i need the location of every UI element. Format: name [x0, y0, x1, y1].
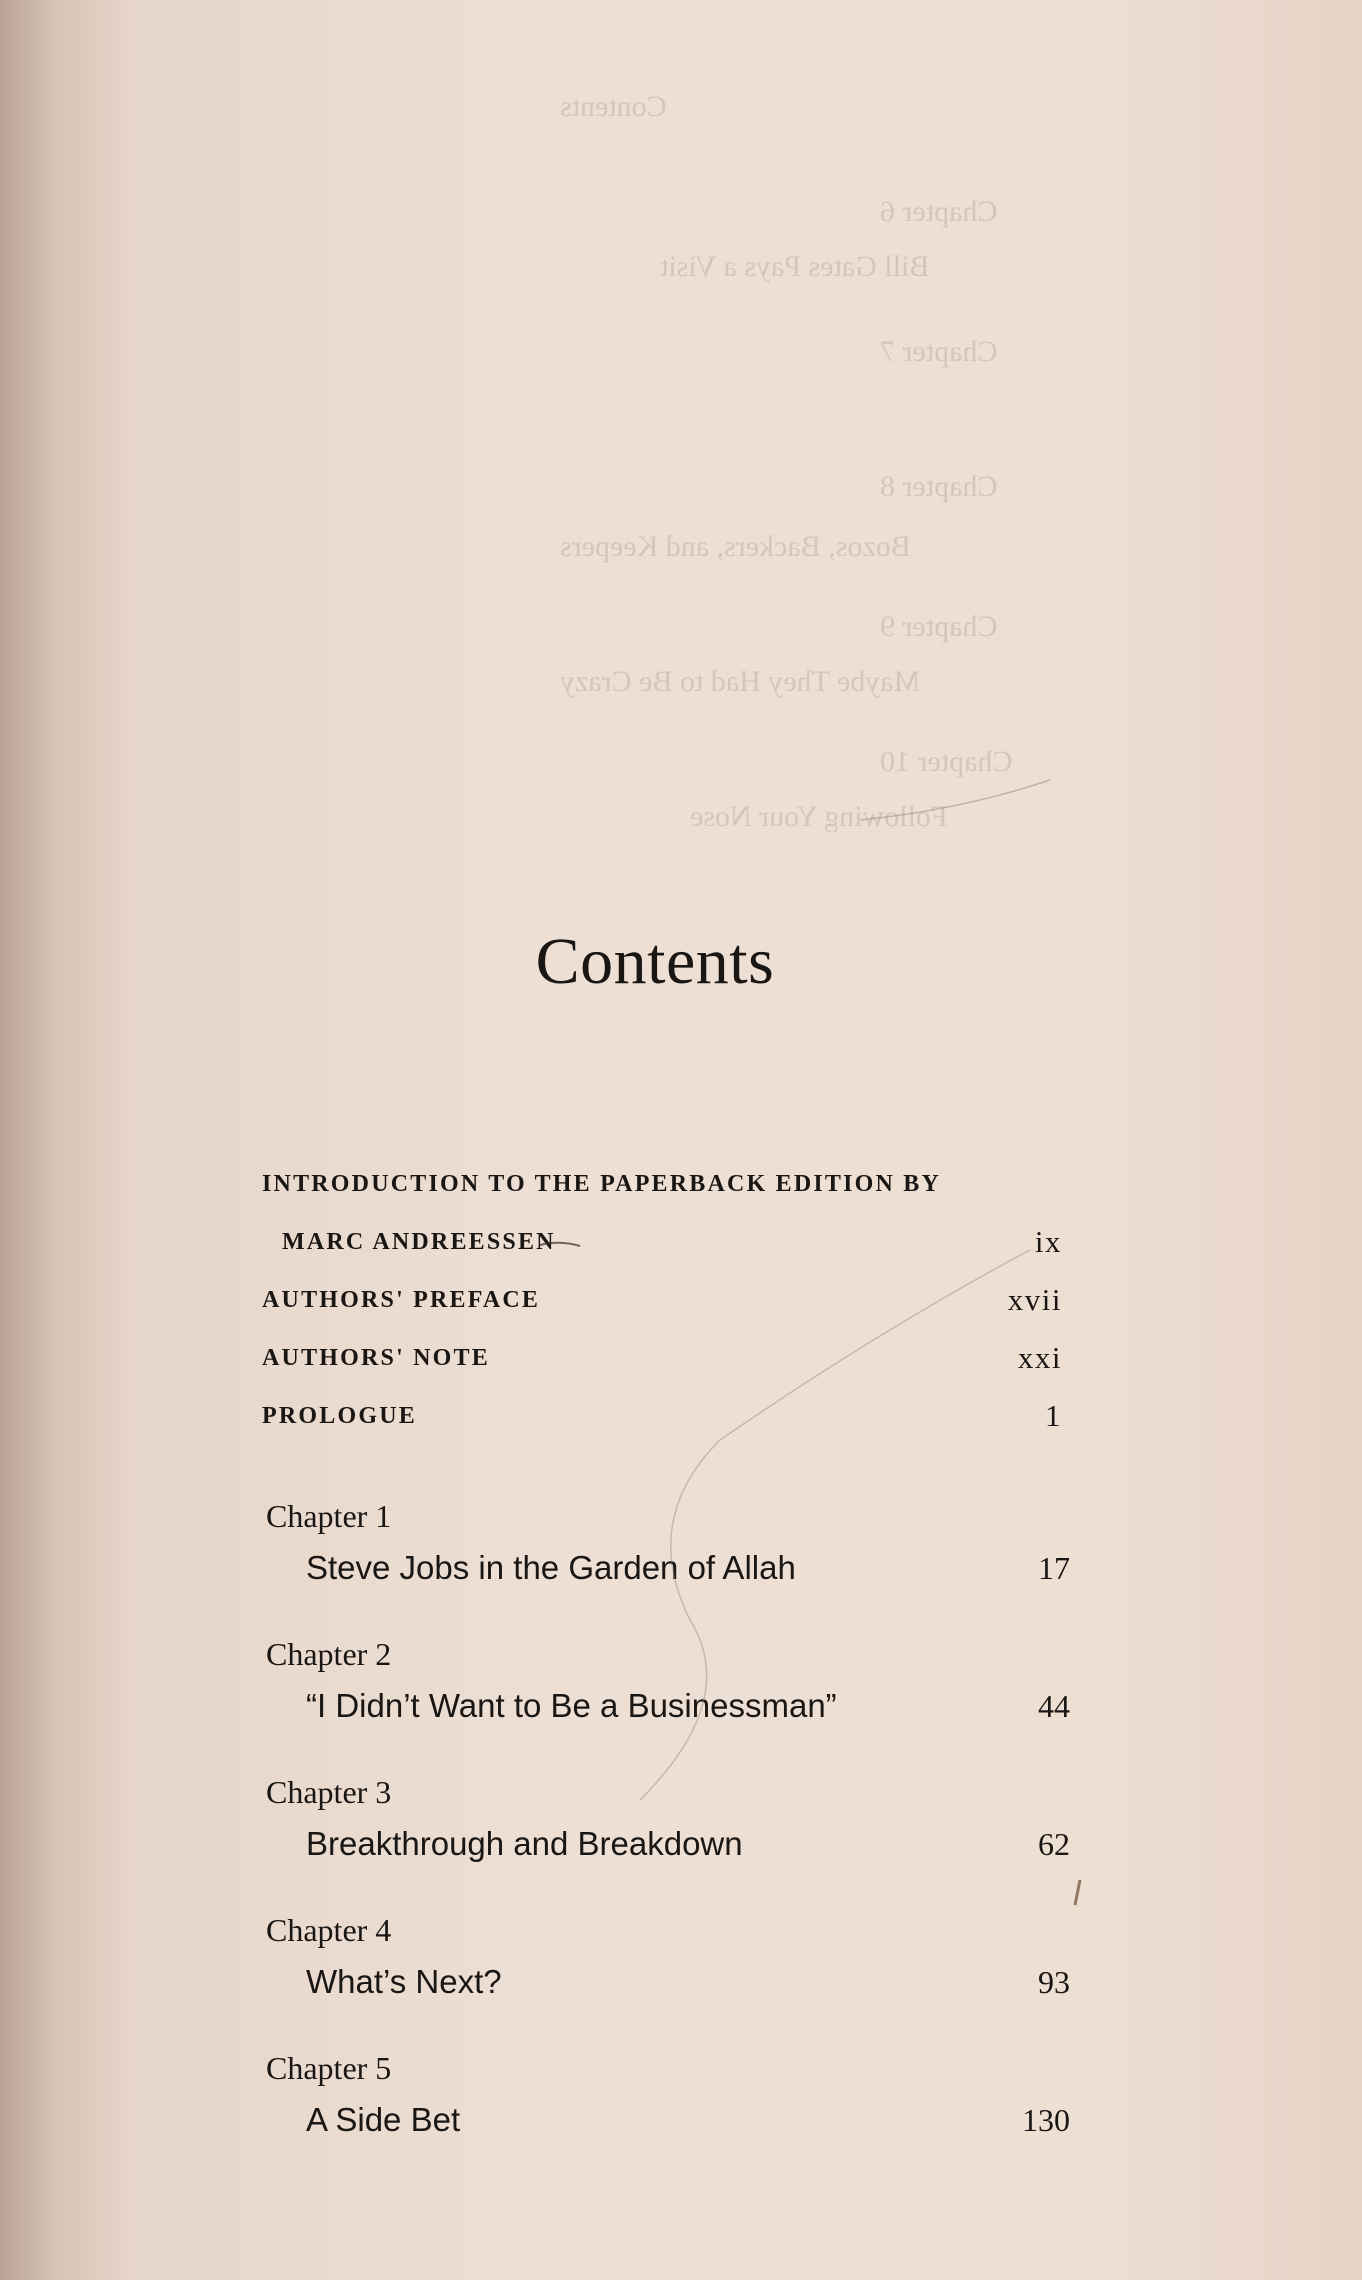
entry-label: MARC ANDREESSEN — [282, 1229, 556, 1255]
entry-label: AUTHORS' PREFACE — [262, 1287, 541, 1313]
entry-page: ix — [1034, 1224, 1062, 1259]
entry-label: PROLOGUE — [262, 1403, 417, 1429]
book-page: Contents Chapter 6 Bill Gates Pays a Visit Chapter 7 Chapter 8 Bozos, Backers, and Keepers Chapter 9 Maybe They Had to Be Crazy Chapter 10 Following Your Nose Contents INTRODUCTION TO THE PAPERBACK EDITION BY MARC ANDREESSEN ix AUTHORS' PREFACE xvii AUTHORS' NOTE xxi PROLOGUE 1 Chapter 1 Steve Jobs in the Garden of Allah 17 Chapter 2 “I Didn’t Want to Be a Businessman” 44 Chapter 3 Breakthrough and Breakdown 62 Chapter 4 What’s Next? 93 Chapter 5 A Side Bet 130 — [0, 0, 1362, 2280]
chapter-page: 44 — [1038, 1688, 1070, 1724]
chapter-title: What’s Next? — [306, 1963, 502, 2000]
chapter-title: “I Didn’t Want to Be a Businessman” — [306, 1687, 837, 1724]
chapter-page: 93 — [1038, 1964, 1070, 2000]
chapter-heading: Chapter 1 — [266, 1498, 392, 1534]
entry-label: INTRODUCTION TO THE PAPERBACK EDITION BY — [262, 1171, 941, 1197]
chapter-title: A Side Bet — [306, 2101, 461, 2138]
chapter-page: 17 — [1038, 1550, 1070, 1586]
entry-page: xvii — [1007, 1282, 1062, 1317]
chapter-page: 62 — [1038, 1826, 1070, 1862]
chapter-page: 130 — [1022, 2102, 1070, 2138]
entry-page: xxi — [1017, 1340, 1062, 1375]
chapter-title: Breakthrough and Breakdown — [306, 1825, 743, 1862]
entry-page: 1 — [1045, 1398, 1062, 1433]
chapter-heading: Chapter 3 — [266, 1774, 392, 1810]
chapter-heading: Chapter 5 — [266, 2050, 392, 2086]
chapter-title: Steve Jobs in the Garden of Allah — [306, 1549, 796, 1586]
entry-label: AUTHORS' NOTE — [262, 1345, 490, 1371]
page-title: Contents — [535, 925, 775, 999]
chapter-heading: Chapter 2 — [266, 1636, 392, 1672]
chapter-heading: Chapter 4 — [266, 1912, 392, 1948]
